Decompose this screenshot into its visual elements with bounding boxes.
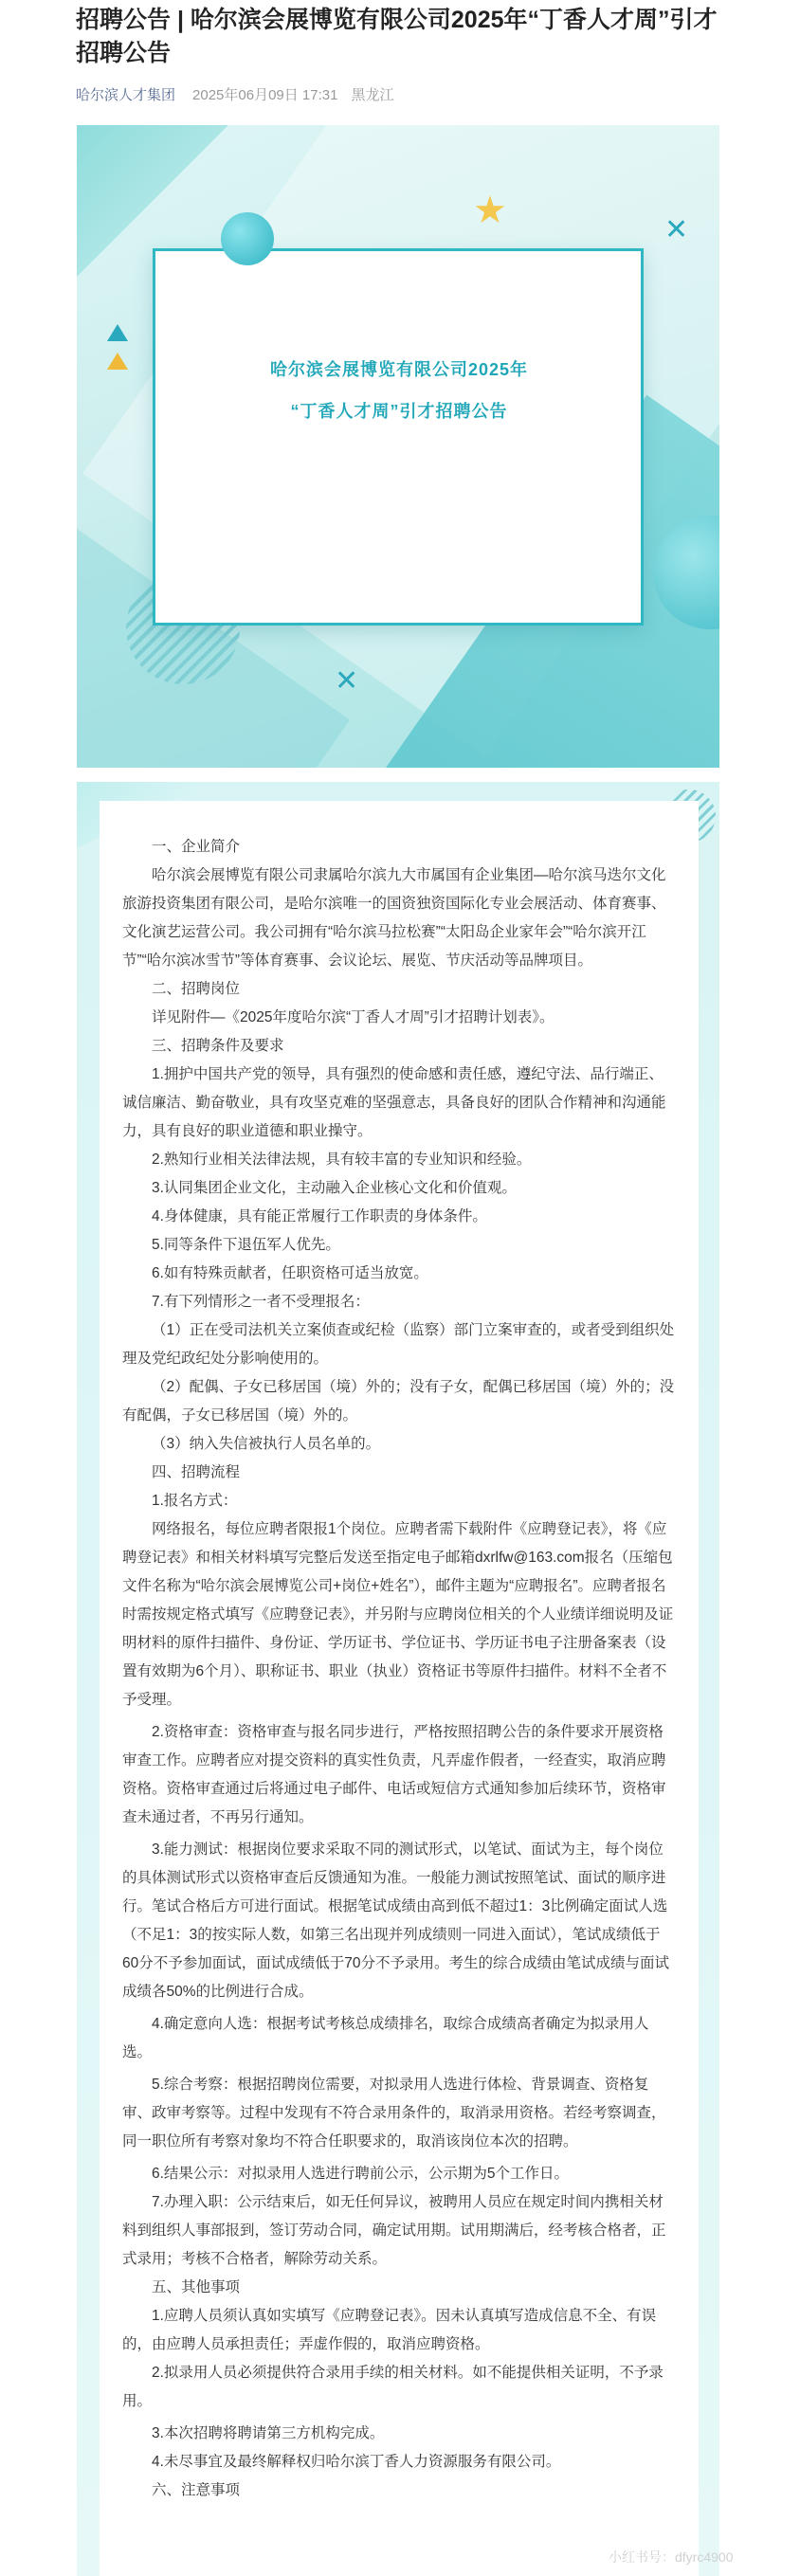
author-link[interactable]: 哈尔滨人才集团 — [76, 86, 176, 103]
publish-date: 2025年06月09日 17:31 — [192, 86, 338, 103]
paragraph: 5.综合考察：根据招聘岗位需要，对拟录用人选进行体检、背景调查、资格复审、政审考察等。过程中发现有不符合录用条件的，取消录用资格。若经考察调查，同一职位所有考察对象均不符合任职要求的，取消该岗位本次的招聘。 — [122, 2077, 666, 2150]
paragraph: 6.如有特殊贡献者，任职资格可适当放宽。 — [152, 1265, 428, 1281]
body-background — [77, 782, 719, 2576]
triangle-icon — [107, 353, 128, 370]
body-text — [100, 801, 699, 2505]
poster-heading — [172, 349, 627, 432]
paragraph: 2.熟知行业相关法律法规，具有较丰富的专业知识和经验。 — [152, 1152, 532, 1168]
triangle-icon — [107, 324, 128, 341]
paragraph: （3）纳入失信被执行人员名单的。 — [152, 1436, 381, 1452]
paragraph: （2）配偶、子女已移居国（境）外的；没有子女，配偶已移居国（境）外的；没有配偶，子女已移居国（境）外的。 — [122, 1379, 675, 1424]
star-icon: ★ — [473, 190, 507, 231]
section-heading: 四、招聘流程 — [152, 1464, 241, 1480]
paragraph: 5.同等条件下退伍军人优先。 — [152, 1237, 340, 1253]
poster-heading-line1: 哈尔滨会展博览有限公司2025年 — [269, 360, 529, 379]
paragraph: 详见附件—《2025年度哈尔滨“丁香人才周”引才招聘计划表》。 — [152, 1009, 555, 1025]
paragraph: 3.本次招聘将聘请第三方机构完成。 — [152, 2425, 385, 2441]
body-card — [100, 801, 699, 2576]
paragraph: 3.认同集团企业文化，主动融入企业核心文化和价值观。 — [152, 1180, 517, 1196]
poster-frame-inner — [172, 258, 636, 608]
publish-location: 黑龙江 — [351, 86, 394, 103]
article-header — [76, 0, 720, 104]
paragraph: （1）正在受司法机关立案侦查或纪检（监察）部门立案审查的，或者受到组织处理及党纪政纪处分影响使用的。 — [122, 1322, 675, 1367]
paragraph: 1.应聘人员须认真如实填写《应聘登记表》。因未认真填写造成信息不全、有误的，由应聘人员承担责任；弄虚作假的，取消应聘资格。 — [122, 2308, 657, 2352]
paragraph: 2.拟录用人员必须提供符合录用手续的相关材料。如不能提供相关证明，不予录用。 — [122, 2365, 664, 2409]
paragraph: 3.能力测试：根据岗位要求采取不同的测试形式，以笔试、面试为主，每个岗位的具体测试形式以资格审查后反馈通知为准。一般能力测试按照笔试、面试的顺序进行。笔试合格后方可进行面试。根据笔试成绩由高到低不超过1：3比例确定面试人选（不足1：3的按实际人数，如第三名出现并列成绩则一同进入面试），笔试成绩低于60分不予参加面试，面试成绩低于70分不予录用。考生的综合成绩由笔试成绩与面试成绩各50%的比例进行合成。 — [122, 1841, 669, 2000]
watermark: 小红书号：dfyrc4900 — [609, 2549, 734, 2565]
paragraph: 2.资格审查：资格审查与报名同步进行，严格按照招聘公告的条件要求开展资格审查工作。应聘者应对提交资料的真实性负责，凡弄虚作假者，一经查实，取消应聘资格。资格审查通过后将通过电子邮件、电话或短信方式通知参加后续环节，资格审查未通过者，不再另行通知。 — [122, 1724, 666, 1825]
section-heading: 二、招聘岗位 — [152, 981, 241, 997]
article-title: 招聘公告 | 哈尔滨会展博览有限公司2025年“丁香人才周”引才招聘公告 — [76, 7, 718, 66]
article-meta — [76, 83, 720, 104]
cross-icon: ✕ — [335, 665, 359, 697]
section-heading: 一、企业简介 — [152, 839, 241, 855]
paragraph: 7.办理入职：公示结束后，如无任何异议，被聘用人员应在规定时间内携相关材料到组织人事部报到，签订劳动合同，确定试用期。试用期满后，经考核合格者，正式录用；考核不合格者，解除劳动关系。 — [122, 2194, 666, 2267]
paragraph: 1.拥护中国共产党的领导，具有强烈的使命感和责任感，遵纪守法、品行端正、诚信廉洁、勤奋敬业，具有攻坚克难的坚强意志，具备良好的团队合作精神和沟通能力，具有良好的职业道德和职业操守。 — [122, 1066, 666, 1139]
paragraph: 4.未尽事宜及最终解释权归哈尔滨丁香人力资源服务有限公司。 — [152, 2454, 561, 2470]
paragraph: 哈尔滨会展博览有限公司隶属哈尔滨九大市属国有企业集团—哈尔滨马迭尔文化旅游投资集团有限公司，是哈尔滨唯一的国资独资国际化专业会展活动、体育赛事、文化演艺运营公司。我公司拥有“哈尔滨马拉松赛”“太阳岛企业家年会”“哈尔滨开江节”“哈尔滨冰雪节”等体育赛事、会议论坛、展览、节庆活动等品牌项目。 — [122, 867, 666, 969]
paragraph: 6.结果公示：对拟录用人选进行聘前公示，公示期为5个工作日。 — [152, 2166, 570, 2182]
paragraph: 4.确定意向人选：根据考试考核总成绩排名，取综合成绩高者确定为拟录用人选。 — [122, 2016, 649, 2060]
poster-image — [77, 125, 719, 768]
teal-ball-decoration — [221, 212, 274, 265]
section-heading: 三、招聘条件及要求 — [152, 1038, 284, 1054]
section-heading: 六、注意事项 — [152, 2482, 241, 2498]
poster-heading-line2: “丁香人才周”引才招聘公告 — [290, 402, 508, 421]
paragraph: 7.有下列情形之一者不受理报名： — [152, 1294, 370, 1310]
cross-icon: ✕ — [664, 214, 689, 245]
paragraph: 1.报名方式： — [152, 1493, 238, 1509]
section-heading: 五、其他事项 — [152, 2279, 241, 2295]
paragraph: 4.身体健康，具有能正常履行工作职责的身体条件。 — [152, 1208, 487, 1225]
paragraph: 网络报名，每位应聘者限报1个岗位。应聘者需下载附件《应聘登记表》，将《应聘登记表》和相关材料填写完整后发送至指定电子邮箱dxrlfw@163.com报名（压缩包文件名称为“哈尔滨会展博览公司+岗位+姓名”），邮件主题为“应聘报名”。应聘者报名时需按规定格式填写《应聘登记表》，并另附与应聘岗位相关的个人业绩详细说明及证明材料的原件扫描件、身份证、学历证书、学位证书、学历证书电子注册备案表（设置有效期为6个月）、职称证书、职业（执业）资格证书等原件扫描件。材料不全者不予受理。 — [122, 1521, 674, 1708]
